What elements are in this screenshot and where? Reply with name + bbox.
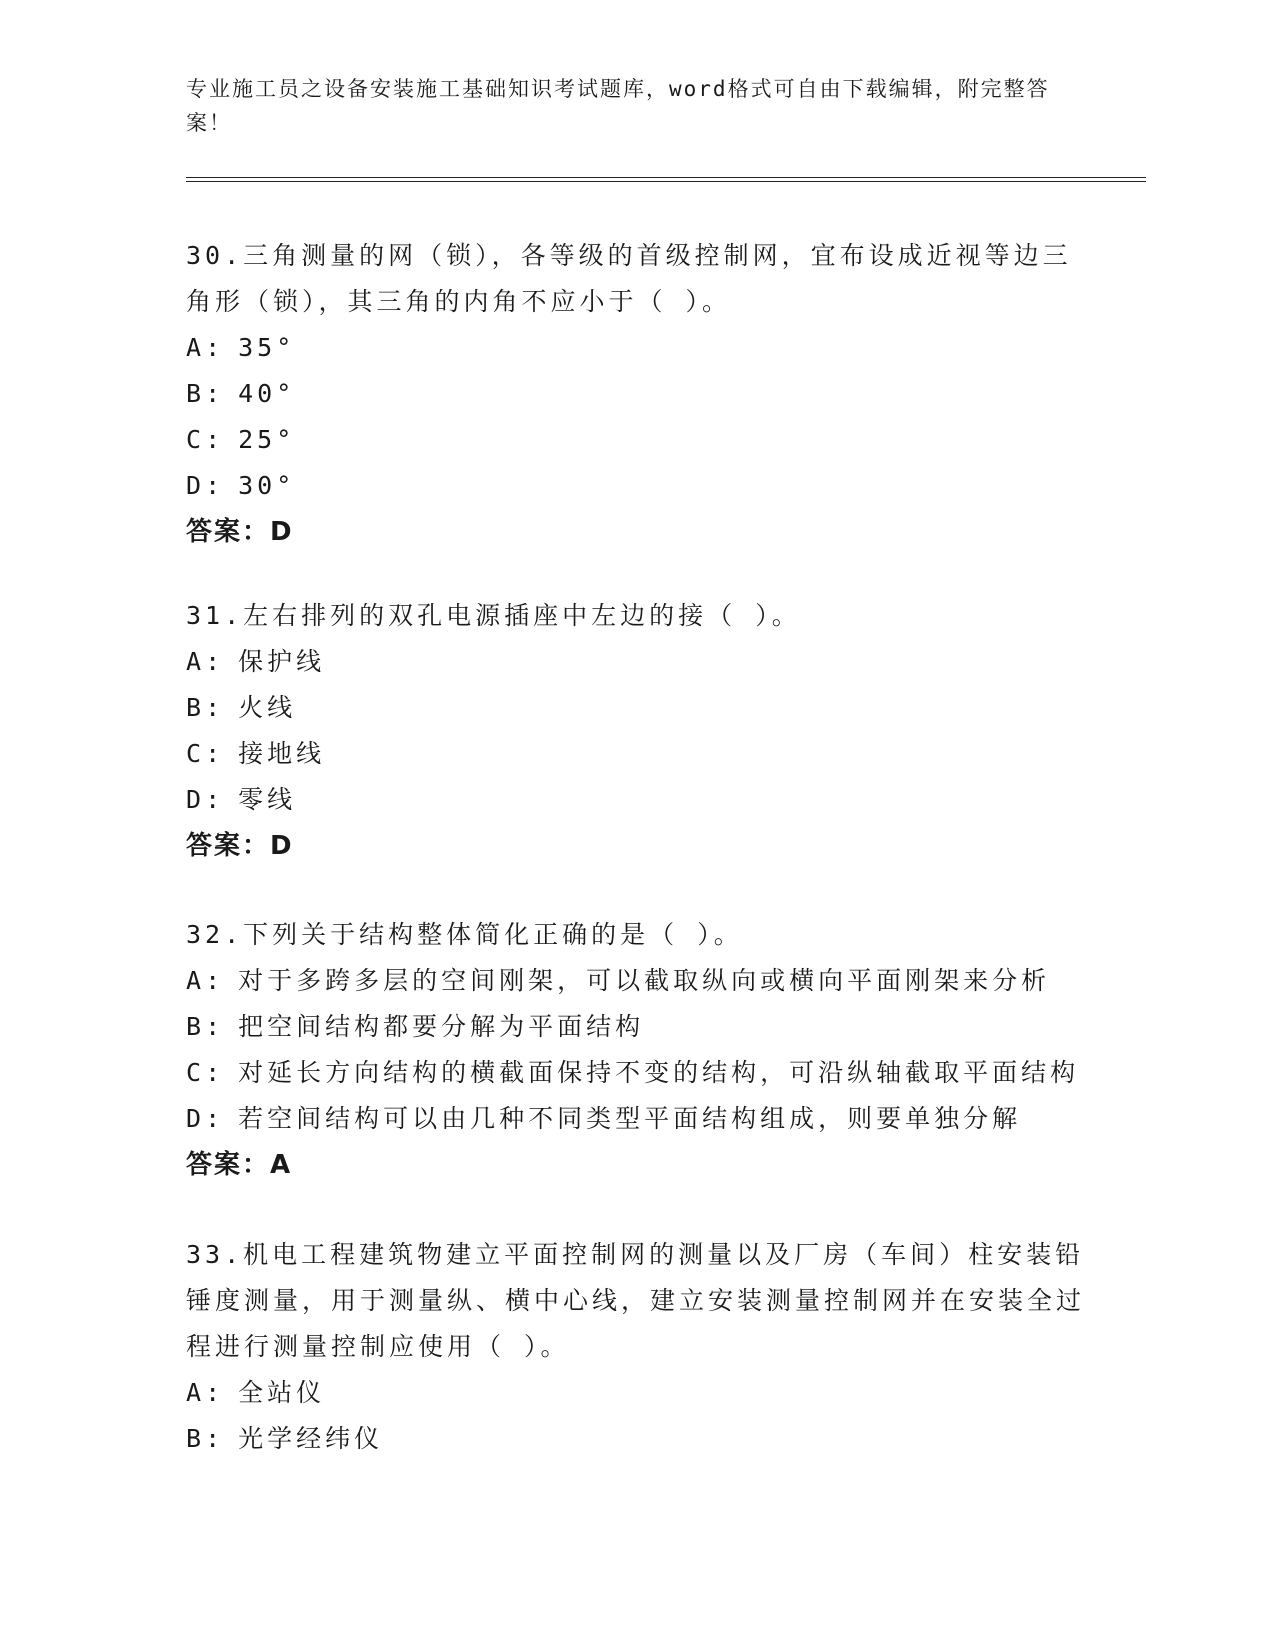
option-letter: C — [186, 425, 206, 454]
option-letter: B — [186, 693, 206, 722]
option-text: 对于多跨多层的空间刚架，可以截取纵向或横向平面刚架来分析 — [238, 966, 1051, 995]
option-a: A: 对于多跨多层的空间刚架，可以截取纵向或横向平面刚架来分析 — [186, 958, 1086, 1004]
option-text: 全站仪 — [238, 1378, 326, 1407]
question-text: 30.三角测量的网（锁），各等级的首级控制网，宜布设成近视等边三角形（锁），其三角的内角不应小于（ ）。 — [186, 241, 1072, 316]
option-letter: B — [186, 1012, 206, 1041]
option-letter: D — [186, 785, 206, 814]
option-b: B: 光学经纬仪 — [186, 1416, 1086, 1462]
question-32 — [186, 912, 1086, 1188]
answer-line: 答案：D — [186, 831, 294, 861]
option-letter: A — [186, 333, 206, 362]
option-b: B: 火线 — [186, 685, 1086, 731]
option-text: 40° — [238, 379, 296, 408]
option-text: 把空间结构都要分解为平面结构 — [238, 1012, 645, 1041]
question-30 — [186, 233, 1086, 555]
option-text: 若空间结构可以由几种不同类型平面结构组成，则要单独分解 — [238, 1104, 1022, 1133]
option-d: D: 零线 — [186, 777, 1086, 823]
option-text: 保护线 — [238, 647, 326, 676]
option-d: D: 30° — [186, 463, 1086, 509]
option-c: C: 对延长方向结构的横截面保持不变的结构，可沿纵轴截取平面结构 — [186, 1050, 1086, 1096]
option-text: 接地线 — [238, 739, 326, 768]
option-letter: A — [186, 647, 206, 676]
answer-line: 答案：A — [186, 1150, 293, 1180]
option-a: A: 保护线 — [186, 639, 1086, 685]
header-divider-line-bottom — [186, 181, 1146, 182]
question-31 — [186, 593, 1086, 869]
option-c: C: 接地线 — [186, 731, 1086, 777]
option-letter: B — [186, 1424, 206, 1453]
option-letter: A — [186, 1378, 206, 1407]
option-text: 30° — [238, 471, 296, 500]
option-c: C: 25° — [186, 417, 1086, 463]
option-b: B: 把空间结构都要分解为平面结构 — [186, 1004, 1086, 1050]
option-text: 火线 — [238, 693, 297, 722]
option-b: B: 40° — [186, 371, 1086, 417]
option-letter: A — [186, 966, 206, 995]
option-d: D: 若空间结构可以由几种不同类型平面结构组成，则要单独分解 — [186, 1096, 1086, 1142]
option-text: 25° — [238, 425, 296, 454]
option-text: 对延长方向结构的横截面保持不变的结构，可沿纵轴截取平面结构 — [238, 1058, 1080, 1087]
question-33 — [186, 1232, 1086, 1462]
option-a: A: 全站仪 — [186, 1370, 1086, 1416]
option-text: 光学经纬仪 — [238, 1424, 384, 1453]
page-header-title: 专业施工员之设备安装施工基础知识考试题库，word格式可自由下载编辑，附完整答案！ — [186, 77, 1050, 135]
question-text: 31.左右排列的双孔电源插座中左边的接（ ）。 — [186, 601, 801, 630]
option-text: 35° — [238, 333, 296, 362]
header-divider-line-top — [186, 177, 1146, 178]
option-letter: D — [186, 471, 206, 500]
question-text: 33.机电工程建筑物建立平面控制网的测量以及厂房（车间）柱安装铅锤度测量，用于测量纵、横中心线，建立安装测量控制网并在安装全过程进行测量控制应使用（ ）。 — [186, 1240, 1086, 1361]
option-letter: D — [186, 1104, 206, 1133]
question-text: 32.下列关于结构整体简化正确的是（ ）。 — [186, 920, 743, 949]
option-text: 零线 — [238, 785, 297, 814]
option-a: A: 35° — [186, 325, 1086, 371]
option-letter: C — [186, 739, 206, 768]
answer-line: 答案：D — [186, 517, 294, 547]
option-letter: C — [186, 1058, 206, 1087]
option-letter: B — [186, 379, 206, 408]
